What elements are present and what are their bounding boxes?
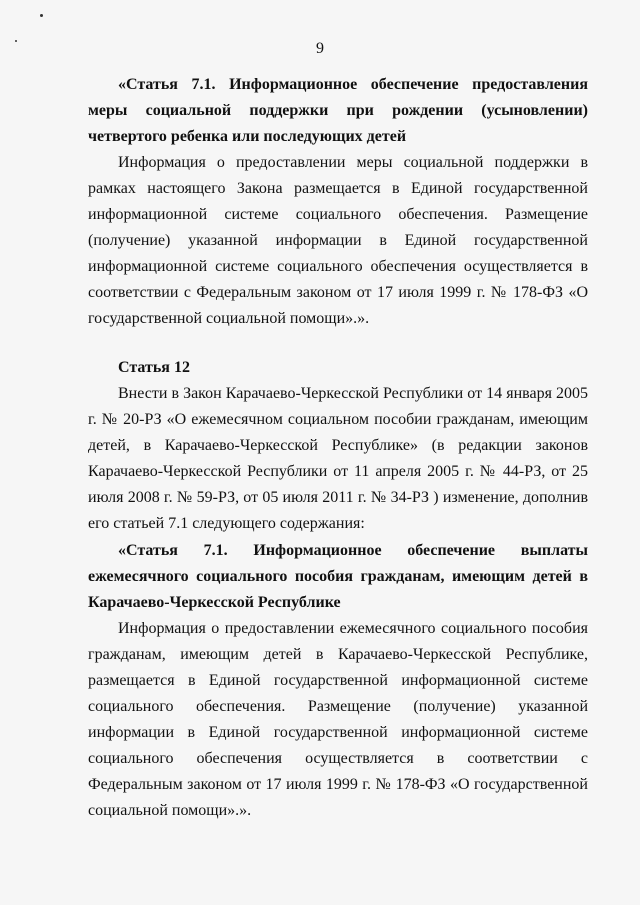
article-title: Статья 12 xyxy=(118,359,190,376)
article-12 xyxy=(88,355,588,537)
scan-speck xyxy=(40,14,43,17)
article-paragraph: Информация о предоставлении ежемесячного социального пособия гражданам, имеющим детей в Карачаево-Черкесской Республике, размещается в Единой государственной информационной системе социального обеспечения. Размещение (получение) указанной информации в Единой государственной информационной системе социального обеспечения осуществляется в соответствии с Федеральным законом от 17 июля 1999 г. № 178-ФЗ «О государственной социальной помощи».». xyxy=(88,620,588,819)
article-heading: «Статья 7.1. Информационное обеспечение предоставления меры социальной поддержки при рождении (усыновлении) четвертого ребенка или последующих детей xyxy=(88,76,588,145)
article-paragraph: Внести в Закон Карачаево-Черкесской Республики от 14 января 2005 г. № 20-РЗ «О ежемесячном социальном пособии гражданам, имеющим детей, в Карачаево-Черкесской Республике» (в редакции законов Карачаево-Черкесской Республики от 11 апреля 2005 г. № 44-РЗ, от 25 июля 2008 г. № 59-РЗ, от 05 июля 2011 г. № 34-РЗ ) изменение, дополнив его статьей 7.1 следующего содержания: xyxy=(88,385,588,532)
page-number: 9 xyxy=(316,40,324,57)
section-7-1-first xyxy=(88,72,588,332)
section-7-1-second xyxy=(88,538,588,824)
article-paragraph: Информация о предоставлении меры социальной поддержки в рамках настоящего Закона размещается в Единой государственной информационной системе социального обеспечения. Размещение (получение) указанной информации в Единой государственной информационной системе социального обеспечения осуществляется в соответствии с Федеральным законом от 17 июля 1999 г. № 178-ФЗ «О государственной социальной помощи».». xyxy=(88,154,588,327)
article-heading: «Статья 7.1. Информационное обеспечение выплаты ежемесячного социального пособия гражданам, имеющим детей в Карачаево-Черкесской Республике xyxy=(88,542,588,611)
